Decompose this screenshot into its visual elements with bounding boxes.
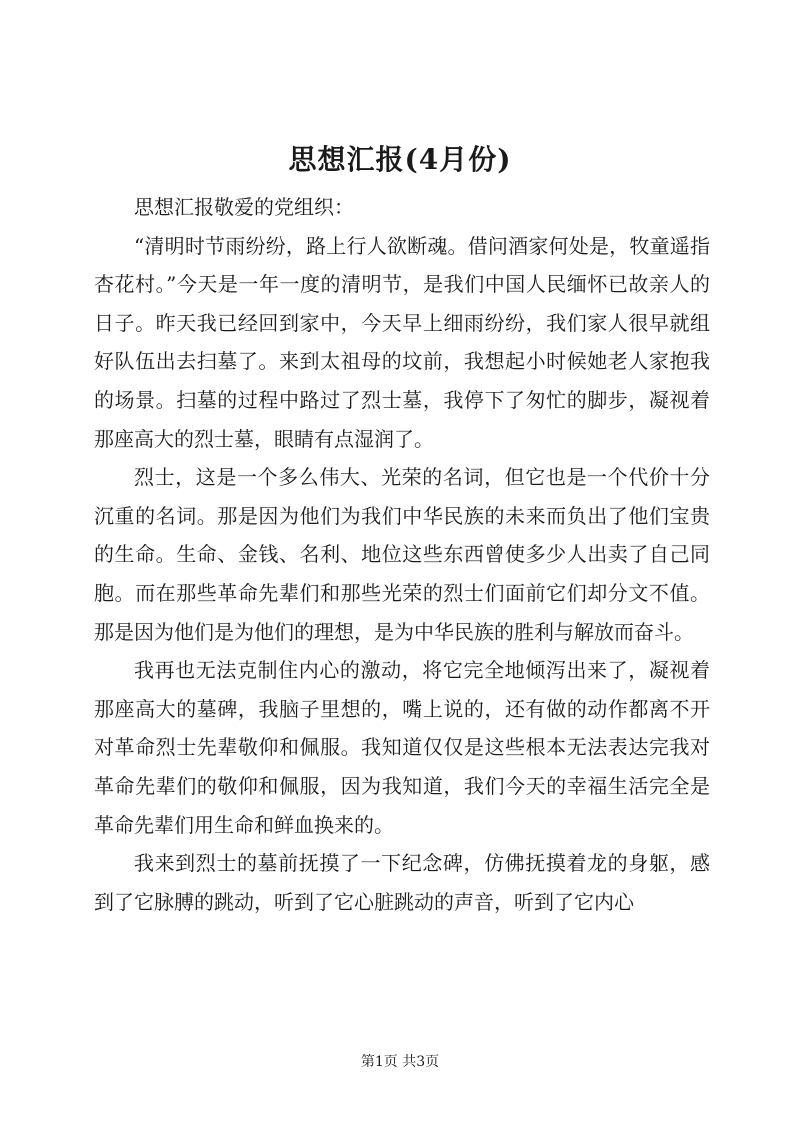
paragraph-1: “清明时节雨纷纷，路上行人欲断魂。借问酒家何处是，牧童遥指杏花村。”今天是一年一度的清明节，是我们中国人民缅怀已故亲人的日子。昨天我已经回到家中，今天早上细雨纷纷，我们家人很早就组好队伍出去扫墓了。来到太祖母的坟前，我想起小时候她老人家抱我的场景。扫墓的过程中路过了烈士墓，我停下了匆忙的脚步，凝视着那座高大的烈士墓，眼睛有点湿润了。 (94, 233, 710, 451)
document-body (94, 188, 710, 921)
paragraph-4: 我来到烈士的墓前抚摸了一下纪念碑，仿佛抚摸着龙的身躯，感到了它脉膊的跳动，听到了它心脏跳动的声音，听到了它内心 (94, 851, 710, 914)
paragraph-greeting: 思想汇报敬爱的党组织： (134, 195, 354, 219)
page-footer: 第1页 共3页 (360, 1054, 440, 1070)
paragraph-2: 烈士，这是一个多么伟大、光荣的名词，但它也是一个代价十分沉重的名词。那是因为他们为我们中华民族的未来而负出了他们宝贵的生命。生命、金钱、名利、地位这些东西曾使多少人出卖了自己同胞。而在那些革命先辈们和那些光荣的烈士们面前它们却分文不值。那是因为他们是为他们的理想，是为中华民族的胜利与解放而奋斗。 (94, 465, 710, 644)
page-title: 思想汇报(4月份) (288, 143, 512, 176)
paragraph-3: 我再也无法克制住内心的激动，将它完全地倾泻出来了，凝视着那座高大的墓碑，我脑子里想的，嘴上说的，还有做的动作都离不开对革命烈士先辈敬仰和佩服。我知道仅仅是这些根本无法表达完我对革命先辈们的敬仰和佩服，因为我知道，我们今天的幸福生活完全是革命先辈们用生命和鲜血换来的。 (94, 658, 710, 837)
